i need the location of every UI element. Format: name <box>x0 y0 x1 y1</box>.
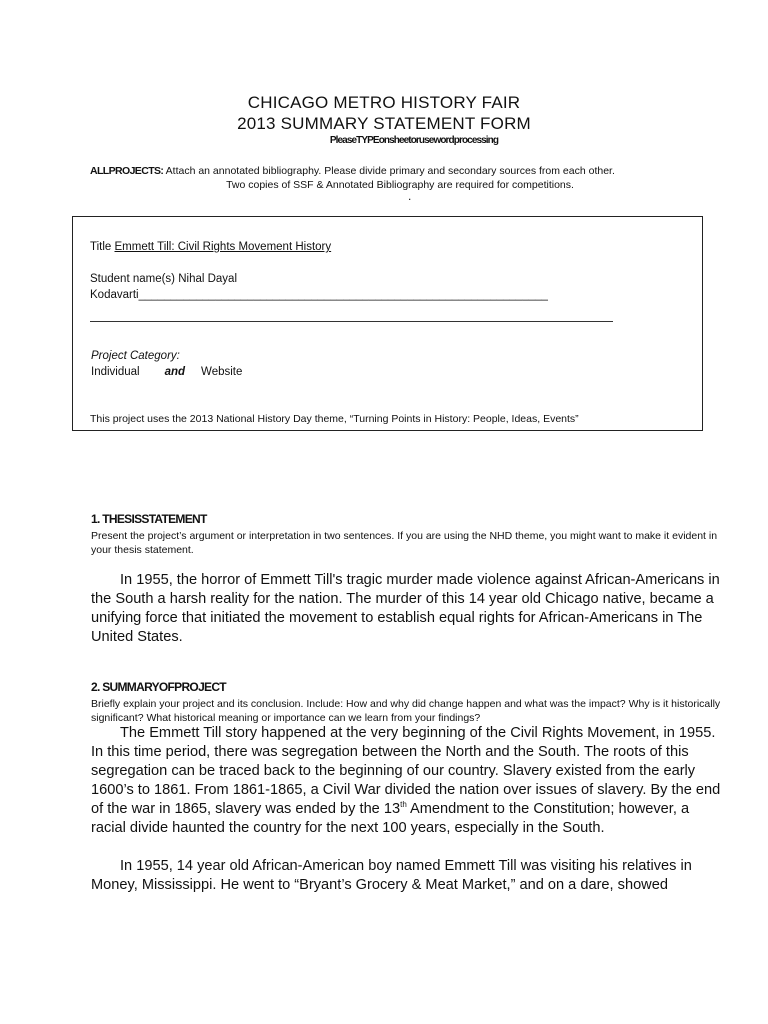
project-summary-paragraph-2: In 1955, 14 year old African-American boy named Emmett Till was visiting his relatives in Money, Mississippi. He went to “Bryant’s Grocery & Meat Market,” and on a dare, showed <box>91 858 692 893</box>
copies-note: Two copies of SSF & Annotated Bibliography are required for competitions. <box>226 179 574 191</box>
all-projects-text: Attach an annotated bibliography. Please divide primary and secondary sources from each other. <box>163 165 615 177</box>
summary-p1-part-b: Amendment to the Constitution; however, a racial divide haunted the country for the next 100 years, especially in the South. <box>91 801 690 836</box>
form-title-line-2: 2013 SUMMARY STATEMENT FORM <box>237 114 531 133</box>
thesis-statement-instructions: Present the project’s argument or interpretation in two sentences. If you are using the NHD theme, you might want to make it evident in your thesis statement. <box>91 530 718 556</box>
project-title-row <box>90 240 331 255</box>
title-label: Title <box>90 241 115 253</box>
all-projects-note <box>90 164 615 178</box>
typing-instruction: PleaseTYPEonsheetorusewordprocessing <box>329 135 499 146</box>
project-category-label: Project Category: <box>91 350 180 362</box>
blank-underline <box>90 321 613 322</box>
project-category-row <box>91 365 242 380</box>
project-title-value: Emmett Till: Civil Rights Movement History <box>114 241 332 253</box>
ordinal-suffix: th <box>400 800 407 810</box>
category-and: and <box>164 366 186 378</box>
thesis-statement-body: In 1955, the horror of Emmett Till's tragic murder made violence against African-Americans in the South a harsh reality for the nation. The murder of this 14 year old Chicago native, became a unifying force that initiated the movement to establish equal rights for African-Americans in The United States. <box>91 572 720 645</box>
summary-p1-part-a: The Emmett Till story happened at the very beginning of the Civil Rights Movement, in 1955. In this time period, there was segregation between the North and the South. The roots of this segregation can be traced back to the beginning of our country. Slavery existed from the early 1600’s to 1861. From 1861-1865, a Civil War divided the nation over issues of slavery. By the end of the war in 1865, slavery was ended by the 13 <box>91 725 721 817</box>
stray-dot: . <box>408 189 412 203</box>
student-names-line-1: Student name(s) Nihal Dayal <box>90 273 238 285</box>
thesis-statement-heading: 1. THESISSTATEMENT <box>91 512 207 526</box>
category-website: Website <box>201 366 243 378</box>
nhd-theme-statement: This project uses the 2013 National History Day theme, “Turning Points in History: People, Ideas, Events” <box>90 413 579 425</box>
project-summary-instructions: Briefly explain your project and its conclusion. Include: How and why did change happen and what was the impact? Why is it historically significant? What historical meaning or importance can we learn from your findings? <box>91 698 721 724</box>
category-individual: Individual <box>91 366 140 378</box>
form-title-line-1: CHICAGO METRO HISTORY FAIR <box>247 93 521 112</box>
project-summary-paragraph-1 <box>91 724 721 838</box>
student-names-line-2: Kodavarti________________________________________________________________ <box>90 289 548 301</box>
all-projects-label: ALLPROJECTS: <box>90 165 164 177</box>
project-summary-heading: 2. SUMMARYOFPROJECT <box>91 680 226 694</box>
